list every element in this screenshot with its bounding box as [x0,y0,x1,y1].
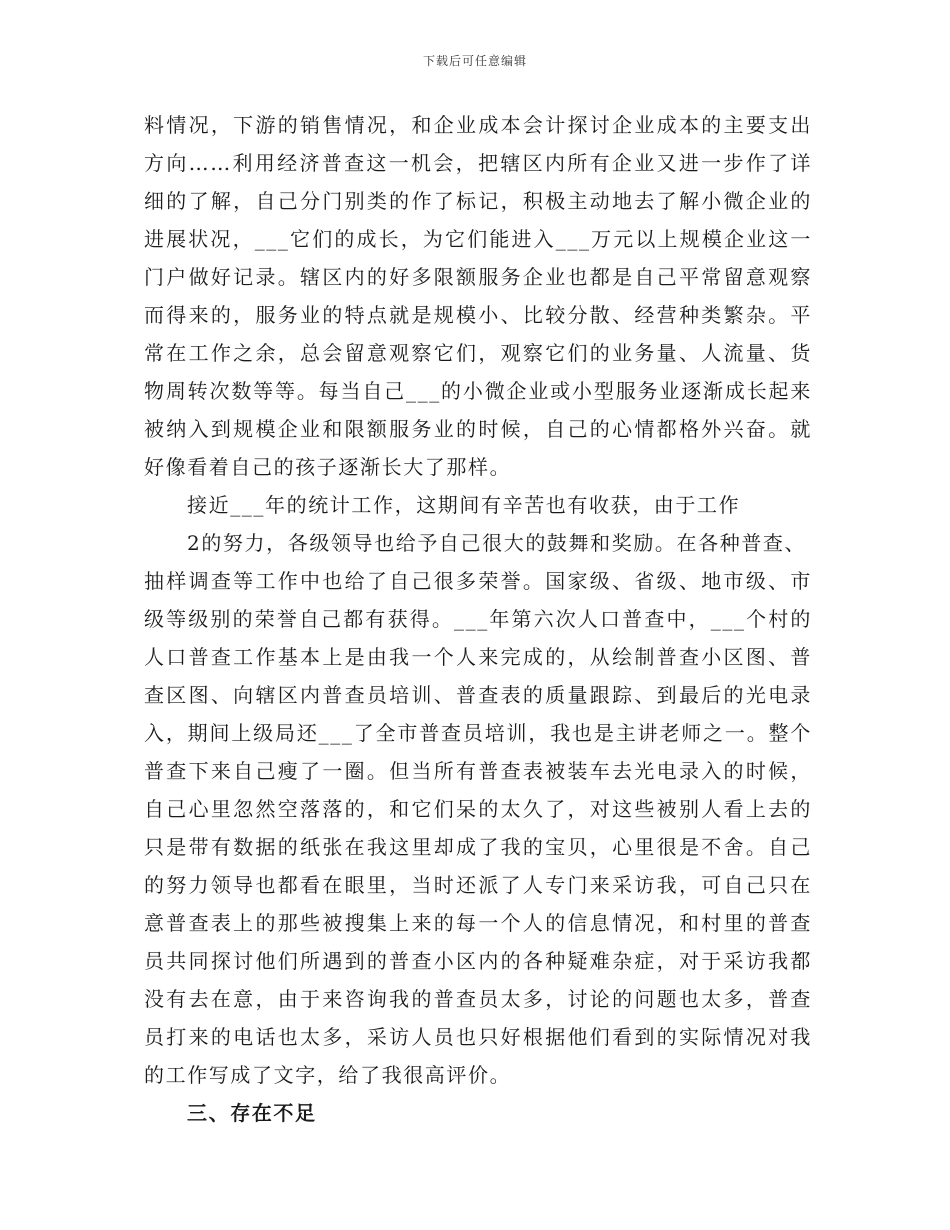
text-line: 2的努力，各级领导也给予自己很大的鼓舞和奖励。在各种普查、 [187,531,807,555]
text-line: 没有去在意，由于来咨询我的普查员太多，讨论的问题也太多，普查 [144,987,812,1011]
text-line: 好像看着自己的孩子逐渐长大了那样。 [144,455,512,479]
text-line: 接近___年的统计工作，这期间有辛苦也有收获，由于工作 [187,493,741,517]
text-line: 普查下来自己瘦了一圈。但当所有普查表被装车去光电录入的时候， [144,759,812,783]
text-line: 只是带有数据的纸张在我这里却成了我的宝贝，心里很是不舍。自己 [144,835,812,859]
text-line: 方向……利用经济普查这一机会，把辖区内所有企业又进一步作了详 [144,151,812,175]
text-line: 意普查表上的那些被搜集上来的每一个人的信息情况，和村里的普查 [144,911,812,935]
text-line: 被纳入到规模企业和限额服务业的时候，自己的心情都格外兴奋。就 [144,417,812,441]
text-line: 的工作写成了文字，给了我很高评价。 [144,1063,512,1087]
text-line: 人口普查工作基本上是由我一个人来完成的，从绘制普查小区图、普 [144,645,812,669]
text-line: 抽样调查等工作中也给了自己很多荣誉。国家级、省级、地市级、市 [144,569,812,593]
document-body [144,106,812,1132]
text-line: 常在工作之余，总会留意观察它们，观察它们的业务量、人流量、货 [144,341,812,365]
text-line: 细的了解，自己分门别类的作了标记，积极主动地去了解小微企业的 [144,189,812,213]
text-line: 自己心里忽然空落落的，和它们呆的太久了，对这些被别人看上去的 [144,797,812,821]
text-line: 进展状况，___它们的成长，为它们能进入___万元以上规模企业这一 [144,227,812,251]
text-line: 的努力领导也都看在眼里，当时还派了人专门来采访我，可自己只在 [144,873,812,897]
text-line: 料情况，下游的销售情况，和企业成本会计探讨企业成本的主要支出 [144,113,812,137]
text-line: 员共同探讨他们所遇到的普查小区内的各种疑难杂症，对于采访我都 [144,949,812,973]
text-line: 入，期间上级局还___了全市普查员培训，我也是主讲老师之一。整个 [144,721,812,745]
text-line: 查区图、向辖区内普查员培训、普查表的质量跟踪、到最后的光电录 [144,683,812,707]
section-heading: 三、存在不足 [187,1101,317,1125]
text-line: 物周转次数等等。每当自己___的小微企业或小型服务业逐渐成长起来 [144,379,812,403]
text-line: 门户做好记录。辖区内的好多限额服务企业也都是自己平常留意观察 [144,265,812,289]
text-line: 而得来的，服务业的特点就是规模小、比较分散、经营种类繁杂。平 [144,303,812,327]
page-header: 下载后可任意编辑 [422,54,527,68]
text-line: 员打来的电话也太多，采访人员也只好根据他们看到的实际情况对我 [144,1025,812,1049]
text-line: 级等级别的荣誉自己都有获得。___年第六次人口普查中，___个村的 [144,607,812,631]
